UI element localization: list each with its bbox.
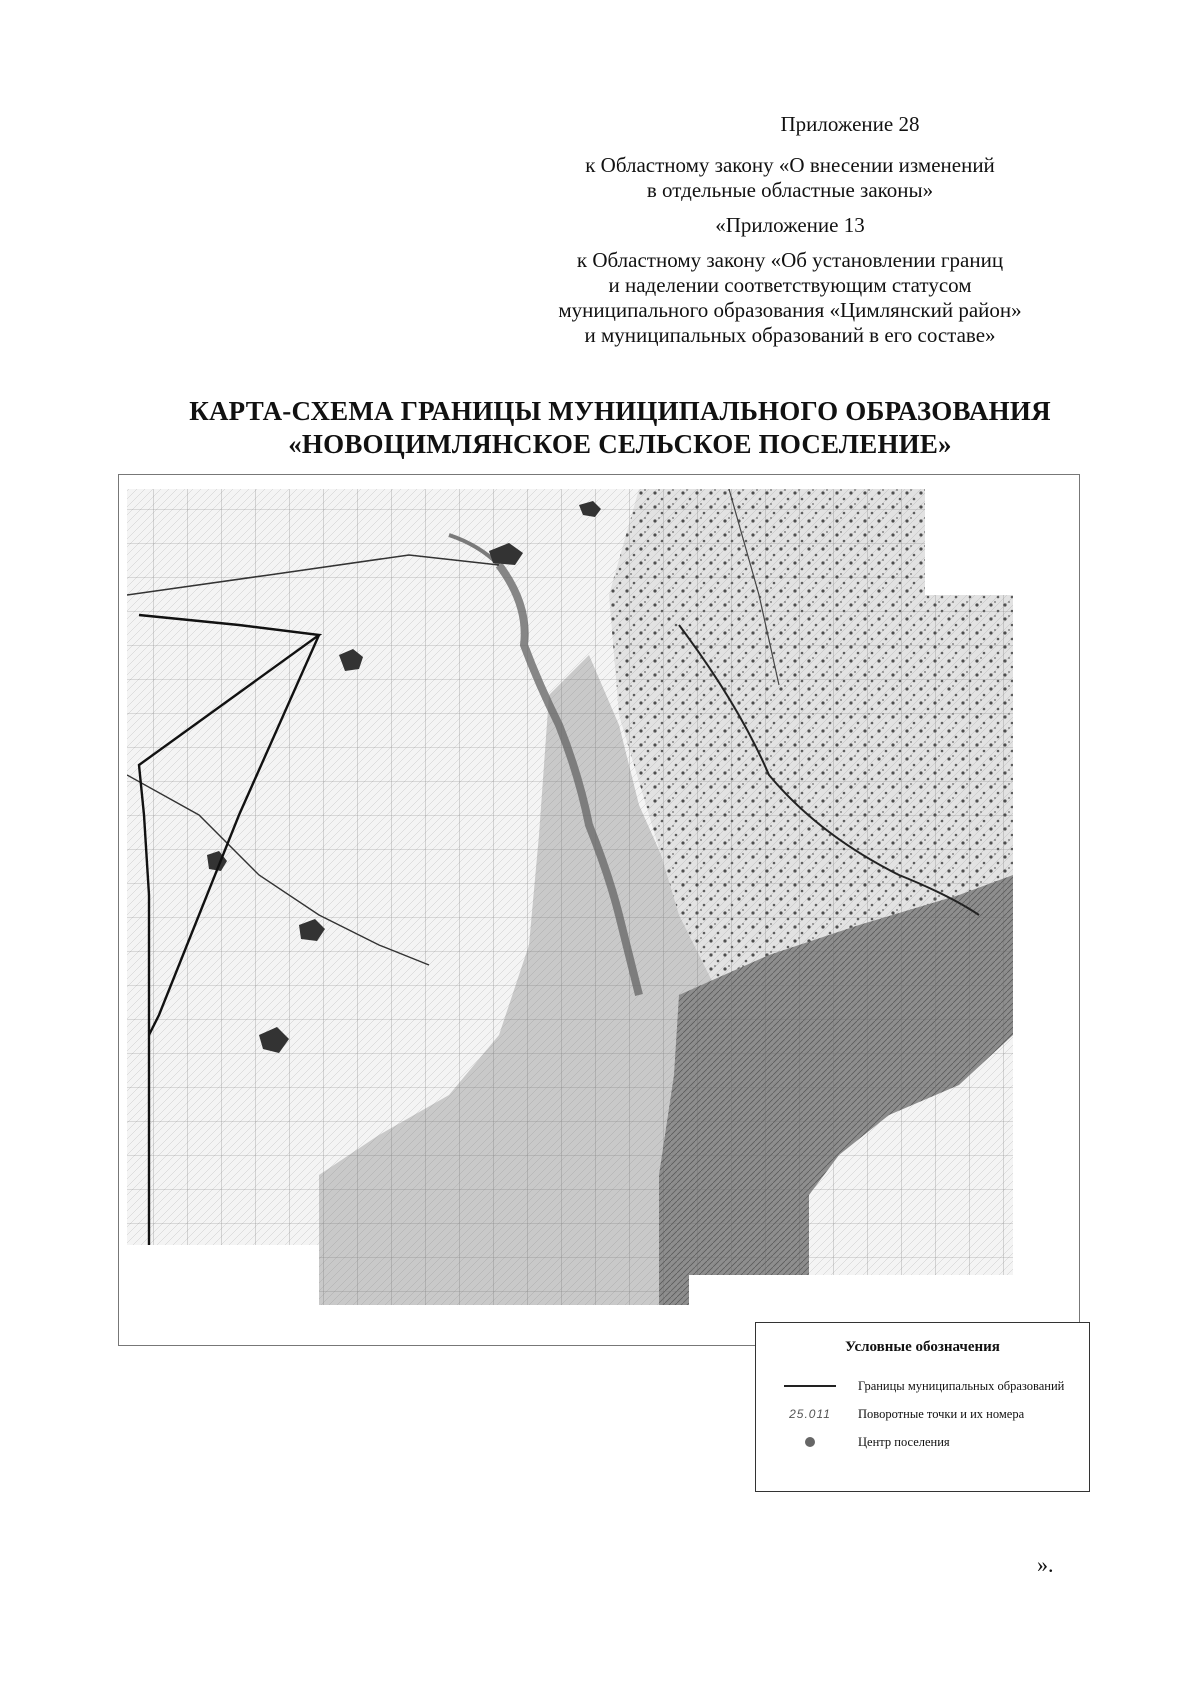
law-reference-line: и муниципальных образований в его составе» xyxy=(584,323,996,347)
law-reference-line: и наделении соответствующим статусом xyxy=(608,273,972,297)
map-title-line: КАРТА-СХЕМА ГРАНИЦЫ МУНИЦИПАЛЬНОГО ОБРАЗОВАНИЯ xyxy=(189,396,1051,426)
map-frame xyxy=(118,474,1080,1346)
annex-13-label: «Приложение 13 xyxy=(715,213,865,237)
legend-label: Границы муниципальных образований xyxy=(858,1378,1065,1393)
law-reference-line: к Областному закону «О внесении изменений xyxy=(585,153,995,177)
annex-number: Приложение 28 xyxy=(780,112,920,136)
law-reference-line: к Областному закону «Об установлении границ xyxy=(576,248,1004,272)
law-reference-line: в отдельные областные законы» xyxy=(646,178,934,202)
law-reference-line: муниципального образования «Цимлянский район» xyxy=(558,298,1022,322)
map-image xyxy=(119,475,1079,1345)
boundary-line-symbol xyxy=(784,1385,836,1387)
settlement-center-icon xyxy=(805,1437,815,1447)
map-title xyxy=(120,395,1120,461)
legend-title: Условные обозначения xyxy=(845,1339,1000,1355)
legend-item-boundary xyxy=(774,1375,1081,1397)
legend-label: Поворотные точки и их номера xyxy=(858,1406,1025,1421)
turning-point-code: 25.011 xyxy=(789,1407,831,1421)
legend-item-settlement-center xyxy=(774,1431,1081,1453)
map-legend xyxy=(755,1322,1090,1492)
map-title-line: «НОВОЦИМЛЯНСКОЕ СЕЛЬСКОЕ ПОСЕЛЕНИЕ» xyxy=(288,429,952,459)
topographic-map xyxy=(119,475,1079,1345)
legend-item-turning-points xyxy=(774,1403,1081,1425)
document-header xyxy=(520,112,1060,348)
closing-quote: ». xyxy=(1037,1552,1054,1577)
legend-label: Центр поселения xyxy=(858,1434,950,1449)
